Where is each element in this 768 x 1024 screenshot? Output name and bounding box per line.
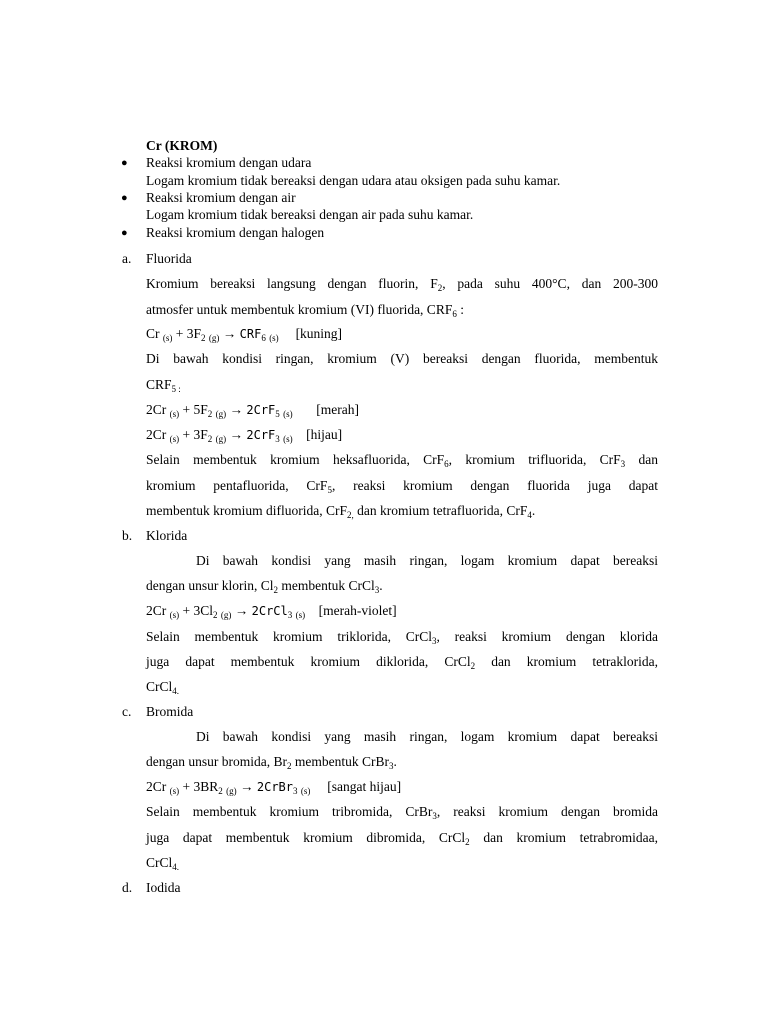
- paragraph-line: Di bawah kondisi yang masih ringan, logam kromium dapat bereaksi: [196, 729, 658, 744]
- section-marker-d: d.: [122, 880, 133, 895]
- equation: Cr $_{(s)} + 3F_2$ $_{(g)} \to CRF_6$ $_{(s)}$ [kuning]: [146, 326, 343, 343]
- paragraph-line: $CRF_{5 :}$: [146, 377, 181, 394]
- paragraph-line: membentuk kromium difluorida, CrF$_{2,}$ dan kromium tetrafluorida, CrF$_4$.: [146, 503, 536, 520]
- bullet-heading: Reaksi kromium dengan halogen: [146, 225, 325, 240]
- bullet-text: Logam kromium tidak bereaksi dengan udara atau oksigen pada suhu kamar.: [146, 173, 561, 188]
- paragraph-line: Di bawah kondisi yang masih ringan, logam kromium dapat bereaksi: [196, 553, 658, 568]
- equation: 2Cr $_{(s)} + 3Cl_2$ $_{(g)}$ → 2CrCl$_3$ $_{(s)}$ [merah-violet]: [146, 603, 397, 620]
- section-title-a: Fluorida: [146, 251, 192, 266]
- equation: 2Cr $_{(s)} + 5F_2$ $_{(g)}$ → 2CrF$_5$ $_{(s)}$ [merah]: [146, 402, 360, 419]
- bullet-text: Logam kromium tidak bereaksi dengan air pada suhu kamar.: [146, 207, 474, 222]
- equation-color-label: [hijau]: [306, 427, 343, 442]
- paragraph-line: Selain membentuk kromium triklorida, CrCl$_3$, reaksi kromium dengan klorida: [146, 629, 658, 646]
- paragraph-line: CrCl$_{4.}$: [146, 679, 180, 696]
- paragraph-line: juga dapat membentuk kromium diklorida, CrCl$_2$ dan kromium tetraklorida,: [146, 654, 658, 671]
- equation-color-label: [merah-violet]: [318, 603, 397, 618]
- equation: 2Cr $_{(s)} + 3F_2$ $_{(g)}$ → 2CrF$_3$ $_{(s)}$ [hijau]: [146, 427, 343, 444]
- paragraph-line: kromium pentafluorida, CrF$_5$, reaksi kromium dengan fluorida juga dapat: [146, 478, 658, 495]
- paragraph-line: juga dapat membentuk kromium dibromida, CrCl$_2$ dan kromium tetrabromidaa,: [146, 830, 658, 847]
- paragraph-line: dengan unsur klorin, $Cl_2$ membentuk CrCl$_3$.: [146, 578, 383, 595]
- section-title-b: Klorida: [146, 528, 188, 543]
- paragraph-line: CrCl$_{4.}$: [146, 855, 180, 872]
- paragraph-line: Di bawah kondisi ringan, kromium (V) bereaksi dengan fluorida, membentuk: [146, 351, 658, 366]
- bullet-heading: Reaksi kromium dengan udara: [146, 155, 312, 170]
- bullet-icon: ●: [121, 192, 128, 204]
- section-title-c: Bromida: [146, 704, 194, 719]
- section-marker-a: a.: [122, 251, 132, 266]
- paragraph-line: Selain membentuk kromium tribromida, CrBr$_3$, reaksi kromium dengan bromida: [146, 804, 658, 821]
- equation-color-label: [merah]: [316, 402, 360, 417]
- equation: 2Cr $_{(s)} + 3BR_2$ $_{(g)}$ → 2CrBr$_3$ $_{(s)}$ [sangat hijau]: [146, 779, 402, 796]
- paragraph-line: dengan unsur bromida, $Br_2$ membentuk CrBr$_3$.: [146, 754, 397, 771]
- paragraph-line: Selain membentuk kromium heksafluorida, CrF$_6$, kromium trifluorida, CrF$_3$ dan: [146, 452, 658, 469]
- page-title: Cr (KROM): [146, 138, 218, 153]
- section-marker-b: b.: [122, 528, 133, 543]
- equation-color-label: [kuning]: [295, 326, 343, 341]
- section-title-d: Iodida: [146, 880, 181, 895]
- bullet-icon: ●: [121, 157, 128, 169]
- section-marker-c: c.: [122, 704, 132, 719]
- bullet-heading: Reaksi kromium dengan air: [146, 190, 296, 205]
- bullet-icon: ●: [121, 227, 128, 239]
- paragraph-line: Kromium bereaksi langsung dengan fluorin, $F_2$, pada suhu 400°C, dan 200-300: [146, 276, 658, 293]
- paragraph-line: atmosfer untuk membentuk kromium (VI) fluorida, $CRF_6$ :: [146, 302, 464, 319]
- equation-color-label: [sangat hijau]: [327, 779, 402, 794]
